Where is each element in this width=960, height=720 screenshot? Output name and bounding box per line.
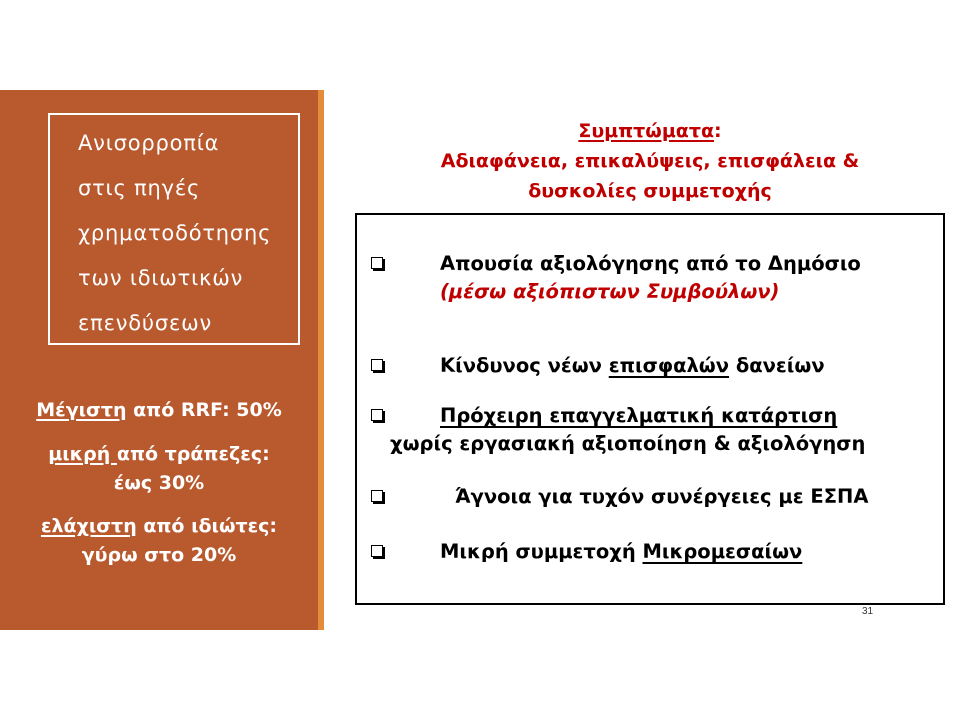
underlined-term: επισφαλών [608,354,730,377]
symptom-text [357,538,943,566]
underlined-term: Πρόχειρη επαγγελματική κατάρτιση [440,404,838,427]
symptom-text [357,402,943,430]
page-number: 31 [862,606,874,617]
symptom-item [357,352,943,380]
symptom-note: (μέσω αξιόπιστων Συμβούλων) [440,280,780,303]
symptoms-box [355,213,945,605]
topic-box [48,113,300,345]
title-line [350,116,950,146]
topic-line: επενδύσεων [78,311,213,335]
title-line: δυσκολίες συμμετοχής [528,180,772,202]
share-text: από τράπεζες: [116,443,270,465]
symptom-item [357,250,943,306]
title-line: Αδιαφάνεια, επικαλύψεις, επισφάλεια & [440,150,860,172]
underlined-term: ελάχιστη [40,515,137,537]
share-text: από RRF: 50% [126,399,282,421]
funding-shares [0,396,318,570]
share-line-private [0,512,318,541]
checkbox-bullet-icon [371,409,383,421]
symptom-text: Άγνοια για τυχόν συνέργειες με ΕΣΠΑ [455,485,869,508]
symptom-text-part: Μικρή συμμετοχή [440,540,643,563]
share-line-private-value [0,541,318,570]
topic-line: στις πηγές [78,176,201,200]
symptoms-title [350,116,950,206]
underlined-term: Συμπτώματα [578,120,715,142]
underlined-term: Μέγιστη [36,399,127,421]
symptom-item [357,483,943,511]
underlined-term: Μικρομεσαίων [642,540,803,563]
title-colon: : [714,120,722,142]
symptom-item [357,538,943,566]
checkbox-bullet-icon [371,490,383,502]
underlined-term: μικρή [48,443,117,465]
share-line-banks [0,440,318,469]
symptom-text [357,352,943,380]
symptom-text-part: Κίνδυνος νέων [440,354,609,377]
symptom-text-continued: χωρίς εργασιακή αξιοποίηση & αξιολόγηση [390,432,866,455]
symptom-item [357,402,943,458]
topic-line: χρηματοδότησης [78,221,272,245]
left-panel [0,90,318,630]
share-text: από ιδιώτες: [136,515,278,537]
checkbox-bullet-icon [371,545,383,557]
panel-accent-strip [318,90,324,630]
checkbox-bullet-icon [371,257,383,269]
share-text: έως 30% [113,472,205,494]
share-line-banks-value [0,469,318,498]
checkbox-bullet-icon [371,359,383,371]
topic-line: των ιδιωτικών [78,266,244,290]
share-text: γύρω στο 20% [81,544,237,566]
symptom-text-part: δανείων [729,354,825,377]
topic-line: Ανισορροπία [78,131,220,155]
share-line-rrf [0,396,318,425]
symptom-text: Απουσία αξιολόγησης από το Δημόσιο [440,252,861,275]
